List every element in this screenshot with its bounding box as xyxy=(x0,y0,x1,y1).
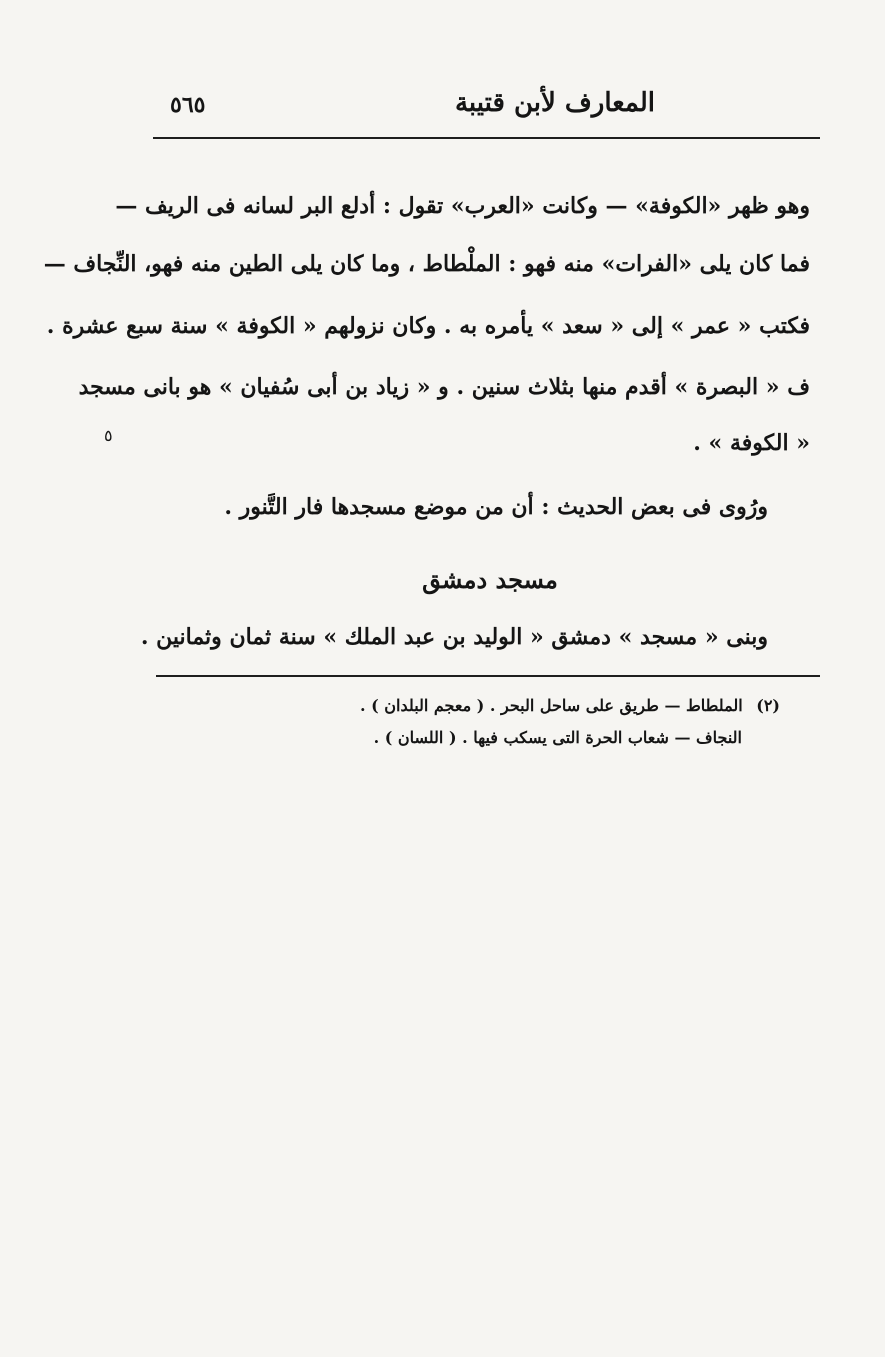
body-line: ف « البصرة » أقدم منها بثلاث سنين . و « زياد بن أبى سُفيان » هو بانى مسجد xyxy=(78,374,810,400)
margin-line-number: ٥ xyxy=(104,426,113,445)
section-heading: مسجد دمشق xyxy=(422,565,558,594)
body-line: فما كان يلى «الفرات» منه فهو : الملْطاط ، وما كان يلى الطين منه فهو، النِّجاف — xyxy=(43,251,810,277)
footnote xyxy=(280,722,742,754)
body-line: « الكوفة » . xyxy=(693,430,810,456)
footnote-text: النجاف — شعاب الحرة التى يسكب فيها . ( اللسان ) . xyxy=(373,728,742,747)
page-header xyxy=(150,86,820,130)
footnote-rule xyxy=(156,675,820,677)
running-title: المعارف لأبن قتيبة xyxy=(454,88,655,118)
footnote-text: الملطاط — طريق على ساحل البحر . ( معجم البلدان ) . xyxy=(360,696,743,715)
body-line: وهو ظهر «الكوفة» — وكانت «العرب» تقول : أدلع البر لسانه فى الريف — xyxy=(115,193,810,219)
body-line: فكتب « عمر » إلى « سعد » يأمره به . وكان نزولهم « الكوفة » سنة سبع عشرة . xyxy=(46,313,810,339)
footnotes xyxy=(280,690,780,754)
page-number: ٥٦٥ xyxy=(170,92,206,118)
footnote-marker: (٢) xyxy=(756,696,780,715)
footnote xyxy=(280,690,780,722)
body-line: ورُوى فى بعض الحديث : أن من موضع مسجدها فار التَّنور . xyxy=(224,494,768,520)
section-text: وبنى « مسجد » دمشق « الوليد بن عبد الملك » سنة ثمان وثمانين . xyxy=(140,624,768,650)
header-rule xyxy=(153,137,820,139)
